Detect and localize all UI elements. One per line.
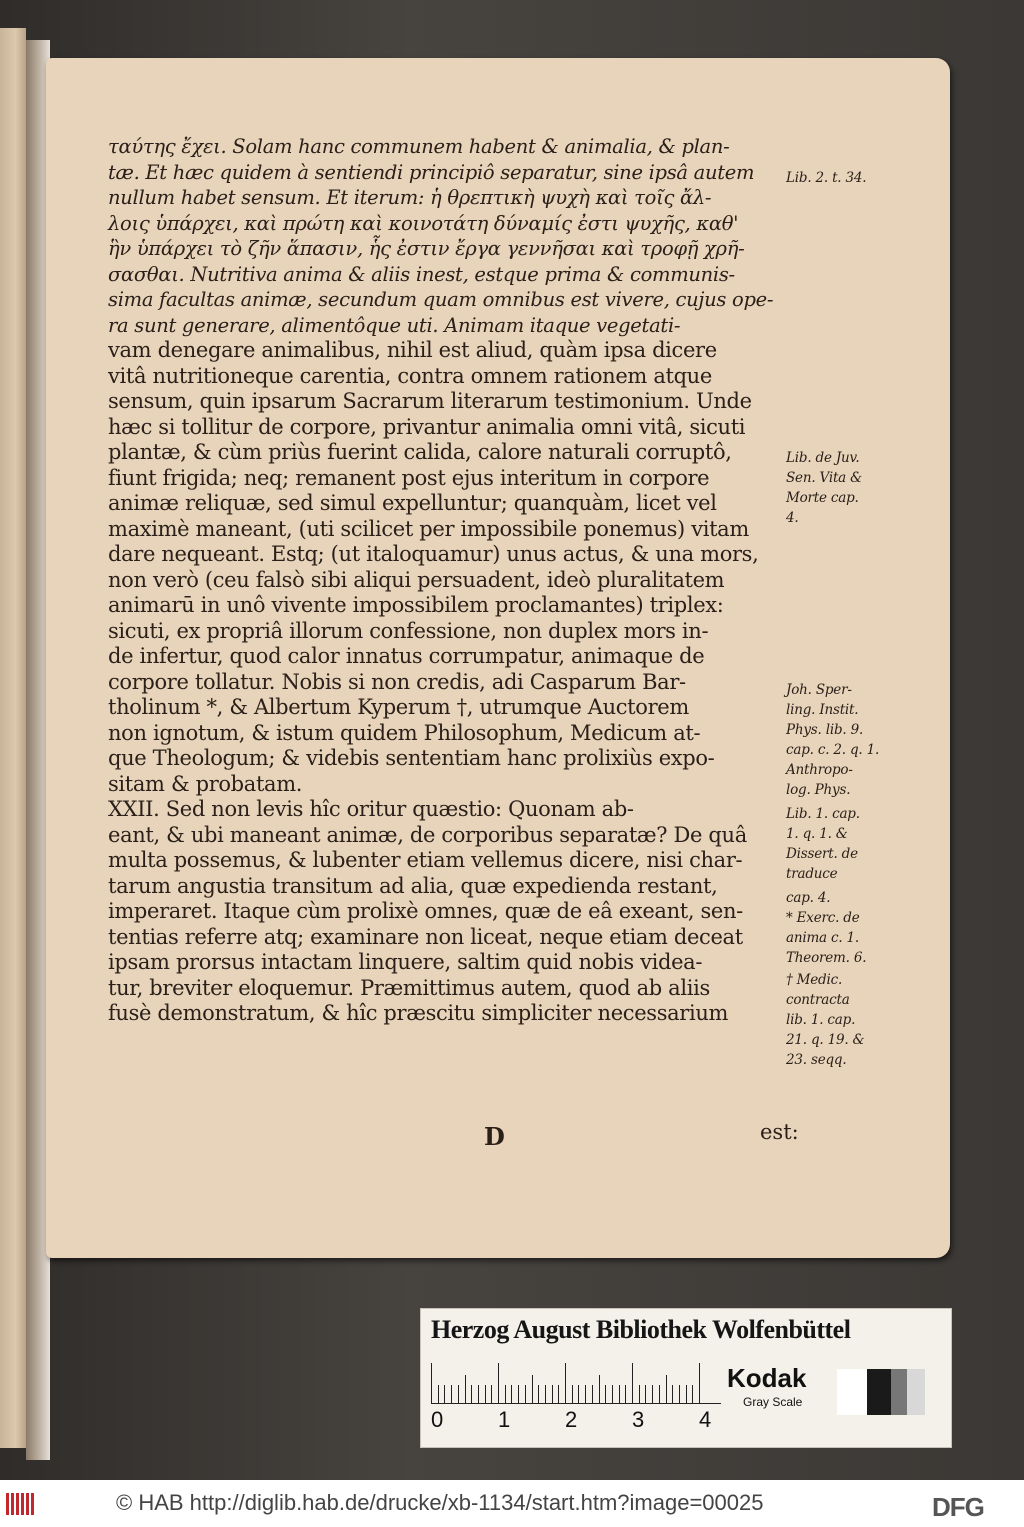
ruler-tick: [498, 1363, 499, 1403]
text-line: tholinum *, & Albertum Kyperum †, utrumque Auctorem: [108, 695, 689, 719]
gray-patch: [837, 1369, 867, 1415]
text-line: fusè demonstratum, & hîc præscitu simpliciter necessarium: [108, 1001, 729, 1025]
signature-mark: D: [484, 1122, 505, 1151]
kodak-gray-scale-label: Gray Scale: [743, 1395, 803, 1409]
ruler-tick: [612, 1385, 613, 1403]
ruler-tick: [599, 1375, 600, 1403]
ruler-tick: [431, 1363, 432, 1403]
margin-note: log. Phys.: [786, 782, 851, 798]
ruler-tick: [632, 1363, 633, 1403]
text-line: ipsam prorsus intactam linquere, saltim quid nobis videa-: [108, 950, 703, 974]
ruler-tick: [444, 1385, 445, 1403]
library-color-card: [420, 1308, 952, 1448]
margin-note: contracta: [786, 992, 850, 1008]
ruler-tick: [485, 1385, 486, 1403]
ruler-tick: [471, 1385, 472, 1403]
ruler-tick: [525, 1385, 526, 1403]
ruler-tick: [532, 1375, 533, 1403]
ruler-tick: [625, 1385, 626, 1403]
ruler-tick: [666, 1375, 667, 1403]
measurement-ruler: [431, 1359, 721, 1404]
ruler-tick: [478, 1385, 479, 1403]
ruler-tick: [538, 1385, 539, 1403]
margin-note: Lib. de Juv.: [786, 450, 860, 466]
text-line: fiunt frigida; neq; remanent post ejus interitum in corpore: [108, 465, 710, 490]
ruler-tick: [619, 1385, 620, 1403]
dfg-logo: DFG: [932, 1492, 984, 1522]
ruler-tick: [465, 1375, 466, 1403]
ruler-tick: [585, 1385, 586, 1403]
margin-note: 23. seqq.: [786, 1052, 847, 1068]
ruler-tick: [692, 1385, 693, 1403]
kodak-brand: Kodak: [727, 1363, 807, 1393]
gray-patch: [891, 1369, 907, 1415]
margin-note: 4.: [786, 510, 799, 526]
ruler-tick: [438, 1385, 439, 1403]
ruler-tick: [552, 1385, 553, 1403]
facing-page-edge: [0, 28, 26, 1448]
text-line: animarū in unô vivente impossibilem proclamantes) triplex:: [108, 593, 724, 617]
ruler-tick: [652, 1385, 653, 1403]
text-line: sicuti, ex propriâ illorum confessione, non duplex mors in-: [108, 618, 709, 643]
margin-note: lib. 1. cap.: [786, 1012, 856, 1028]
margin-note: Lib. 2. t. 34.: [786, 170, 867, 186]
ruler-tick: [545, 1385, 546, 1403]
margin-note: † Medic.: [786, 972, 843, 988]
text-line: sima facultas animæ, secundum quam omnibus est vivere, cujus ope-: [108, 288, 774, 311]
text-line: tentias referre atq; examinare non liceat, neque etiam deceat: [108, 924, 743, 949]
ruler-tick: [605, 1385, 606, 1403]
gray-patch: [867, 1369, 891, 1415]
text-line: vam denegare animalibus, nihil est aliud, quàm ipsa dicere: [108, 338, 717, 362]
ruler-tick: [659, 1385, 660, 1403]
ruler-label: 1: [498, 1407, 511, 1432]
margin-note: cap. 4.: [786, 890, 831, 906]
library-name: Herzog August Bibliothek Wolfenbüttel: [431, 1315, 851, 1344]
margin-note: Theorem. 6.: [786, 950, 867, 966]
margin-note: ling. Instit.: [786, 702, 859, 718]
ruler-tick: [572, 1385, 573, 1403]
ruler-tick: [565, 1363, 566, 1403]
ruler-tick: [451, 1385, 452, 1403]
text-line: animæ reliquæ, sed simul expelluntur; quanquàm, licet vel: [108, 491, 717, 515]
copyright-link[interactable]: © HAB http://diglib.hab.de/drucke/xb-1134/start.htm?image=00025: [116, 1490, 764, 1515]
text-line: imperaret. Itaque cùm prolixè omnes, quæ de eâ exeant, sen-: [108, 899, 743, 923]
text-line: que Theologum; & videbis sententiam hanc prolixiùs expo-: [108, 746, 715, 770]
ruler-tick: [518, 1385, 519, 1403]
hab-logo-icon: [4, 1491, 38, 1517]
text-line: ταύτης ἔχει. Solam hanc communem habent & animalia, & plan-: [108, 135, 730, 158]
ruler-tick: [505, 1385, 506, 1403]
margin-note: Phys. lib. 9.: [786, 722, 864, 738]
margin-note: Morte cap.: [786, 490, 859, 506]
margin-note: Sen. Vita &: [786, 470, 862, 486]
ruler-tick: [458, 1385, 459, 1403]
ruler-tick: [679, 1385, 680, 1403]
text-line: eant, & ubi maneant animæ, de corporibus separatæ? De quâ: [108, 822, 747, 847]
margin-note: Joh. Sper-: [786, 682, 852, 698]
text-line: sensum, quin ipsarum Sacrarum literarum testimonium. Unde: [108, 389, 752, 413]
text-line: tæ. Et hæc quidem à sentiendi principiô separatur, sine ipsâ autem: [108, 160, 755, 184]
text-line: tarum angustia transitum ad alia, quæ expedienda restant,: [108, 873, 718, 898]
text-line: λοις ὑπάρχει, καὶ πρώτη καὶ κοινοτάτη δύναμίς ἐστι ψυχῆς, καθ': [108, 211, 739, 235]
text-line: corpore tollatur. Nobis si non credis, adi Casparum Bar-: [108, 669, 686, 694]
ruler-label: 4: [699, 1407, 712, 1432]
text-line: XXII. Sed non levis hîc oritur quæstio: Quonam ab-: [108, 797, 634, 821]
ruler-tick: [558, 1385, 559, 1403]
text-line: multa possemus, & lubenter etiam vellemus dicere, nisi char-: [108, 848, 743, 872]
catchword: est:: [760, 1120, 799, 1144]
text-line: maximè maneant, (uti scilicet per impossibile ponemus) vitam: [108, 516, 749, 541]
margin-note: * Exerc. de: [786, 910, 860, 926]
text-line: non ignotum, & istum quidem Philosophum, Medicum at-: [108, 720, 701, 745]
page-body-text: [108, 134, 808, 1027]
margin-note: anima c. 1.: [786, 930, 860, 946]
ruler-tick: [592, 1385, 593, 1403]
text-line: ἣν ὑπάρχει τὸ ζῆν ἅπασιν, ἧς ἐστιν ἔργα γεννῆσαι καὶ τροφῇ χρῆ-: [108, 237, 745, 260]
text-line: tur, breviter eloquemur. Præmittimus autem, quod ab aliis: [108, 975, 710, 1000]
text-line: non verò (ceu falsò sibi aliqui persuadent, ideò pluralitatem: [108, 567, 725, 592]
ruler-tick: [699, 1363, 700, 1403]
margin-note: Anthropo-: [786, 762, 853, 778]
ruler-tick: [511, 1385, 512, 1403]
ruler-tick: [639, 1385, 640, 1403]
text-line: nullum habet sensum. Et iterum: ἡ θρεπτικὴ ψυχὴ καὶ τοῖς ἄλ-: [108, 186, 712, 209]
ruler-tick: [645, 1385, 646, 1403]
text-line: ra sunt generare, alimentôque uti. Animam itaque vegetati-: [108, 313, 681, 337]
ruler-tick: [672, 1385, 673, 1403]
gray-patch: [907, 1369, 925, 1415]
ruler-label: 0: [431, 1407, 444, 1432]
margin-note: traduce: [786, 866, 838, 882]
text-line: hæc si tollitur de corpore, privantur animalia omni vitâ, sicuti: [108, 414, 746, 439]
ruler-tick: [578, 1385, 579, 1403]
margin-note: 21. q. 19. &: [786, 1032, 865, 1048]
text-line: plantæ, & cùm priùs fuerint calida, calore naturali corruptô,: [108, 440, 732, 464]
viewer-footer: [0, 1480, 1024, 1527]
margin-note: Dissert. de: [786, 846, 858, 862]
ruler-label: 3: [632, 1407, 645, 1432]
ruler-label: 2: [565, 1407, 578, 1432]
margin-note: Lib. 1. cap.: [786, 806, 860, 822]
text-line: vitâ nutritioneque carentia, contra omnem rationem atque: [108, 363, 712, 388]
margin-note: cap. c. 2. q. 1.: [786, 742, 880, 758]
text-line: σασθαι. Nutritiva anima & aliis inest, estque prima & communis-: [108, 262, 735, 286]
book-page: [46, 58, 950, 1258]
text-line: de infertur, quod calor innatus corrumpatur, animaque de: [108, 644, 705, 668]
text-line: dare nequeant. Estq; (ut italoquamur) unus actus, & una mors,: [108, 542, 759, 566]
margin-note: 1. q. 1. &: [786, 826, 848, 842]
ruler-tick: [491, 1385, 492, 1403]
text-line: sitam & probatam.: [108, 771, 303, 796]
ruler-tick: [686, 1385, 687, 1403]
